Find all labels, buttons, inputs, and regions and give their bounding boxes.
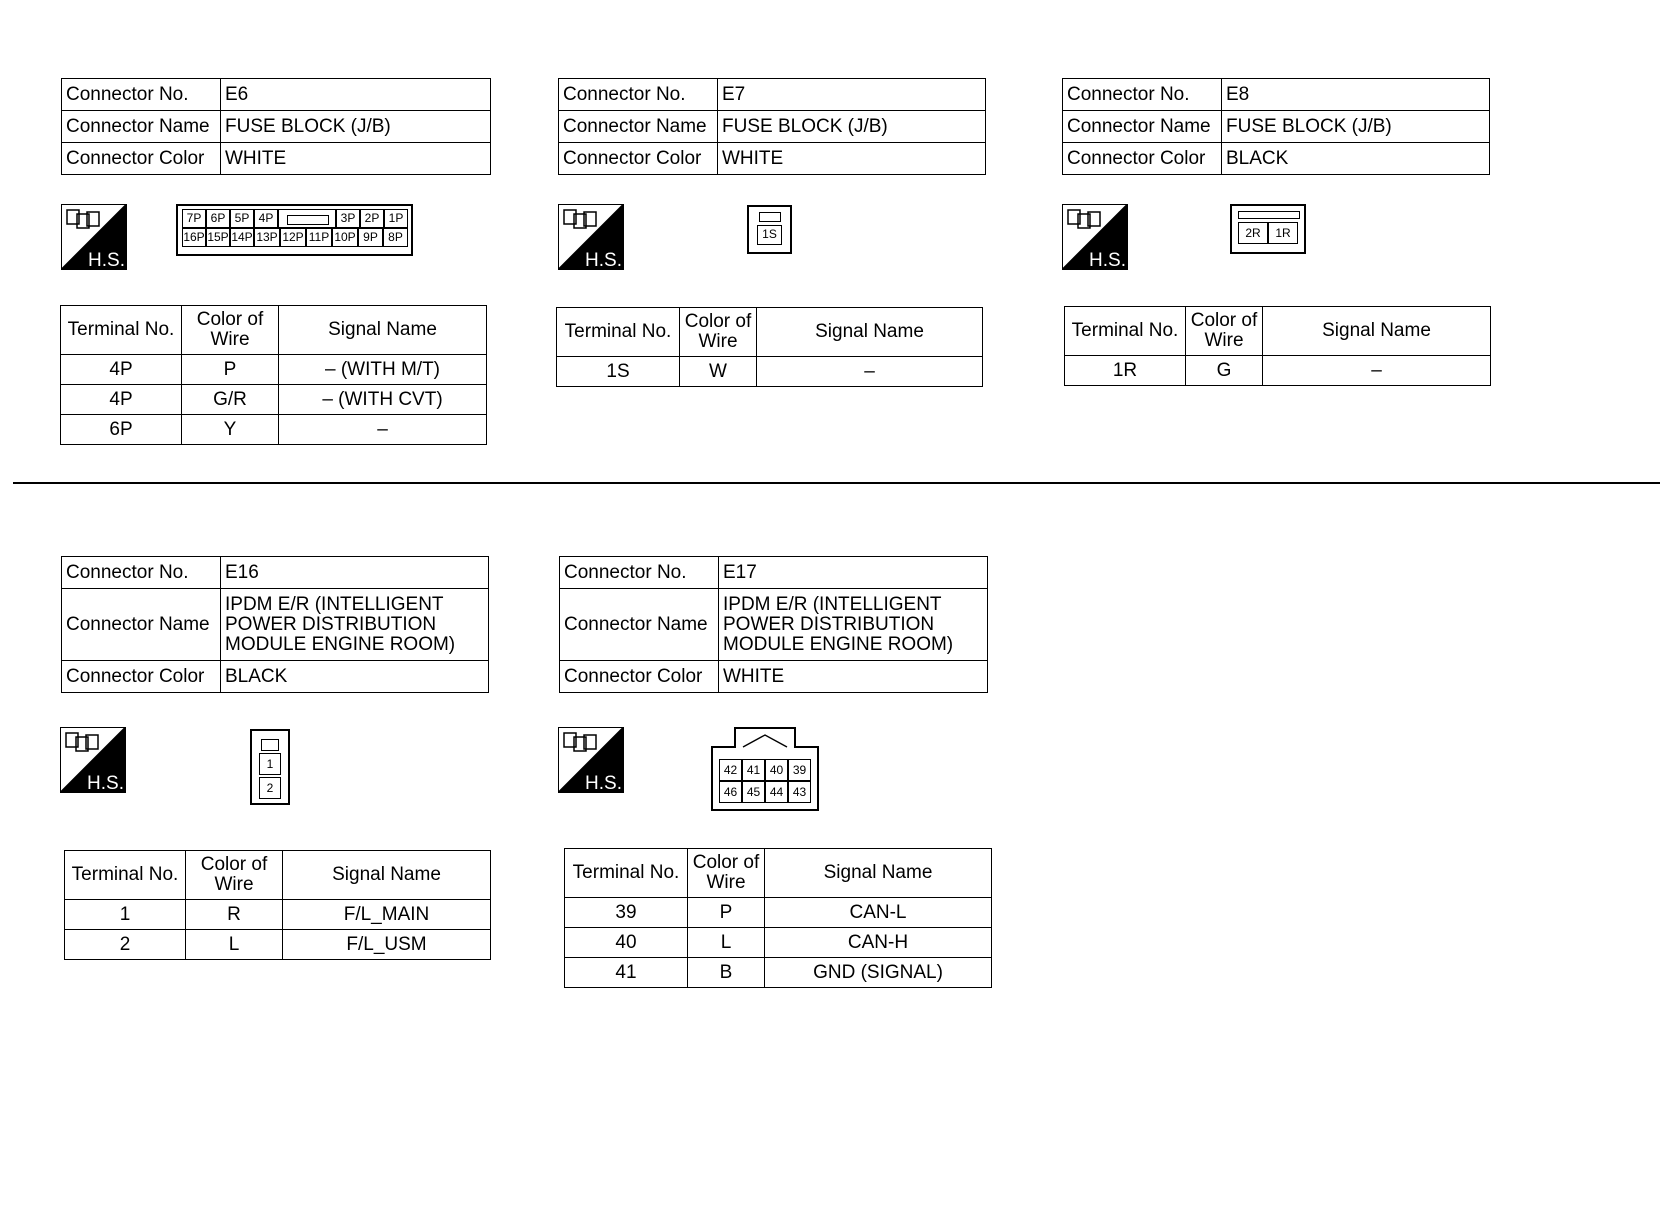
- pin-6p: 6P: [206, 209, 230, 228]
- connector-name-label: Connector Name: [62, 589, 221, 661]
- connector-face-e17: [711, 727, 819, 811]
- pin-8p: 8P: [383, 228, 408, 247]
- signal-name: –: [1263, 356, 1491, 386]
- connector-color: BLACK: [221, 661, 489, 693]
- pin-44: 44: [765, 781, 788, 803]
- header-terminal-no: Terminal No.: [61, 306, 182, 355]
- hs-label: H.S.: [87, 773, 124, 793]
- pin-41: 41: [742, 759, 765, 781]
- terminal-no: 4P: [61, 355, 182, 385]
- pin-9p: 9P: [358, 228, 383, 247]
- terminal-table-e6: [60, 305, 487, 445]
- pin-15p: 15P: [206, 228, 230, 247]
- table-row: [565, 898, 992, 928]
- pin-16p: 16P: [182, 228, 206, 247]
- terminal-no: 4P: [61, 385, 182, 415]
- hs-label: H.S.: [585, 773, 622, 793]
- table-row: [1065, 356, 1491, 386]
- terminal-no: 2: [65, 930, 186, 960]
- terminal-no: 6P: [61, 415, 182, 445]
- header-wire-color: Color of Wire: [688, 849, 765, 898]
- connector-info-table: [61, 78, 491, 175]
- connector-e17: [559, 556, 988, 693]
- connector-color: WHITE: [221, 143, 491, 175]
- connector-face-e16: [250, 729, 290, 805]
- pin-12p: 12P: [280, 228, 306, 247]
- connector-no: E6: [221, 79, 491, 111]
- header-signal-name: Signal Name: [279, 306, 487, 355]
- connector-name: FUSE BLOCK (J/B): [1222, 111, 1490, 143]
- pin-3p: 3P: [336, 209, 360, 228]
- terminal-table-e8: [1064, 306, 1491, 386]
- connector-e7: [558, 78, 986, 175]
- connector-no: E17: [719, 557, 988, 589]
- connector-e16: [61, 556, 489, 693]
- terminal-no: 39: [565, 898, 688, 928]
- connector-no-label: Connector No.: [62, 557, 221, 589]
- wire-color: R: [186, 900, 283, 930]
- table-row: [61, 385, 487, 415]
- header-wire-color: Color of Wire: [1186, 307, 1263, 356]
- connector-color: WHITE: [719, 661, 988, 693]
- connector-color-label: Connector Color: [559, 143, 718, 175]
- terminal-no: 40: [565, 928, 688, 958]
- connector-info-table: [558, 78, 986, 175]
- header-terminal-no: Terminal No.: [65, 851, 186, 900]
- wire-color: L: [186, 930, 283, 960]
- signal-name: GND (SIGNAL): [765, 958, 992, 988]
- header-signal-name: Signal Name: [765, 849, 992, 898]
- harness-side-icon: [61, 204, 127, 270]
- connector-no: E8: [1222, 79, 1490, 111]
- connector-name: IPDM E/R (INTELLIGENT POWER DISTRIBUTION MODULE ENGINE ROOM): [719, 589, 988, 661]
- wire-color: W: [680, 357, 757, 387]
- signal-name: CAN-L: [765, 898, 992, 928]
- signal-name: CAN-H: [765, 928, 992, 958]
- wire-color: G: [1186, 356, 1263, 386]
- connector-name: FUSE BLOCK (J/B): [221, 111, 491, 143]
- harness-side-icon: [60, 727, 126, 793]
- connector-e6: [61, 78, 491, 175]
- pin-45: 45: [742, 781, 765, 803]
- harness-side-icon: [558, 727, 624, 793]
- pin-39: 39: [788, 759, 811, 781]
- terminal-no: 1R: [1065, 356, 1186, 386]
- connector-name-label: Connector Name: [1063, 111, 1222, 143]
- section-divider: [13, 482, 1660, 484]
- table-row: [65, 930, 491, 960]
- header-signal-name: Signal Name: [1263, 307, 1491, 356]
- pin-7p: 7P: [182, 209, 206, 228]
- table-row: [61, 415, 487, 445]
- table-row: [61, 355, 487, 385]
- header-wire-color: Color of Wire: [182, 306, 279, 355]
- signal-name: F/L_USM: [283, 930, 491, 960]
- wire-color: L: [688, 928, 765, 958]
- terminal-no: 41: [565, 958, 688, 988]
- signal-name: – (WITH M/T): [279, 355, 487, 385]
- hs-label: H.S.: [1089, 250, 1126, 270]
- harness-side-icon: [558, 204, 624, 270]
- header-terminal-no: Terminal No.: [1065, 307, 1186, 356]
- hs-label: H.S.: [88, 250, 125, 270]
- connector-latch: [278, 209, 336, 228]
- table-row: [557, 357, 983, 387]
- pin-14p: 14P: [230, 228, 254, 247]
- connector-color: BLACK: [1222, 143, 1490, 175]
- wire-color: G/R: [182, 385, 279, 415]
- pin-2p: 2P: [360, 209, 384, 228]
- pin-1p: 1P: [384, 209, 408, 228]
- wire-color: B: [688, 958, 765, 988]
- connector-e8: [1062, 78, 1490, 175]
- pin-2r: 2R: [1238, 222, 1268, 244]
- terminal-no: 1: [65, 900, 186, 930]
- pin-4p: 4P: [254, 209, 278, 228]
- connector-no: E7: [718, 79, 986, 111]
- pin-1: 1: [259, 753, 281, 775]
- hs-label: H.S.: [585, 250, 622, 270]
- connector-face-e7: [747, 205, 792, 254]
- connector-face-e8: [1230, 204, 1306, 254]
- connector-info-table: [61, 556, 489, 693]
- header-wire-color: Color of Wire: [186, 851, 283, 900]
- wire-color: P: [182, 355, 279, 385]
- connector-name: FUSE BLOCK (J/B): [718, 111, 986, 143]
- table-row: [565, 958, 992, 988]
- terminal-no: 1S: [557, 357, 680, 387]
- connector-info-table: [1062, 78, 1490, 175]
- table-row: [65, 900, 491, 930]
- terminal-table-e7: [556, 307, 983, 387]
- wire-color: P: [688, 898, 765, 928]
- connector-no-label: Connector No.: [1063, 79, 1222, 111]
- connector-info-table: [559, 556, 988, 693]
- pin-43: 43: [788, 781, 811, 803]
- wire-color: Y: [182, 415, 279, 445]
- connector-name-label: Connector Name: [560, 589, 719, 661]
- connector-name: IPDM E/R (INTELLIGENT POWER DISTRIBUTION MODULE ENGINE ROOM): [221, 589, 489, 661]
- terminal-table-e16: [64, 850, 491, 960]
- pin-1s: 1S: [757, 225, 782, 245]
- connector-no-label: Connector No.: [62, 79, 221, 111]
- signal-name: –: [279, 415, 487, 445]
- connector-face-e6: [176, 204, 413, 256]
- connector-color-label: Connector Color: [62, 661, 221, 693]
- pin-11p: 11P: [306, 228, 332, 247]
- connector-no: E16: [221, 557, 489, 589]
- pin-46: 46: [719, 781, 742, 803]
- pin-2: 2: [259, 777, 281, 799]
- connector-color-label: Connector Color: [62, 143, 221, 175]
- connector-color-label: Connector Color: [1063, 143, 1222, 175]
- pin-40: 40: [765, 759, 788, 781]
- signal-name: –: [757, 357, 983, 387]
- connector-name-label: Connector Name: [559, 111, 718, 143]
- pin-42: 42: [719, 759, 742, 781]
- connector-color: WHITE: [718, 143, 986, 175]
- signal-name: F/L_MAIN: [283, 900, 491, 930]
- header-signal-name: Signal Name: [283, 851, 491, 900]
- connector-color-label: Connector Color: [560, 661, 719, 693]
- terminal-table-e17: [564, 848, 992, 988]
- header-signal-name: Signal Name: [757, 308, 983, 357]
- harness-side-icon: [1062, 204, 1128, 270]
- connector-no-label: Connector No.: [560, 557, 719, 589]
- pin-13p: 13P: [254, 228, 280, 247]
- connector-name-label: Connector Name: [62, 111, 221, 143]
- pin-10p: 10P: [332, 228, 358, 247]
- connector-no-label: Connector No.: [559, 79, 718, 111]
- table-row: [565, 928, 992, 958]
- pin-5p: 5P: [230, 209, 254, 228]
- signal-name: – (WITH CVT): [279, 385, 487, 415]
- header-terminal-no: Terminal No.: [565, 849, 688, 898]
- pin-1r: 1R: [1268, 222, 1298, 244]
- header-terminal-no: Terminal No.: [557, 308, 680, 357]
- header-wire-color: Color of Wire: [680, 308, 757, 357]
